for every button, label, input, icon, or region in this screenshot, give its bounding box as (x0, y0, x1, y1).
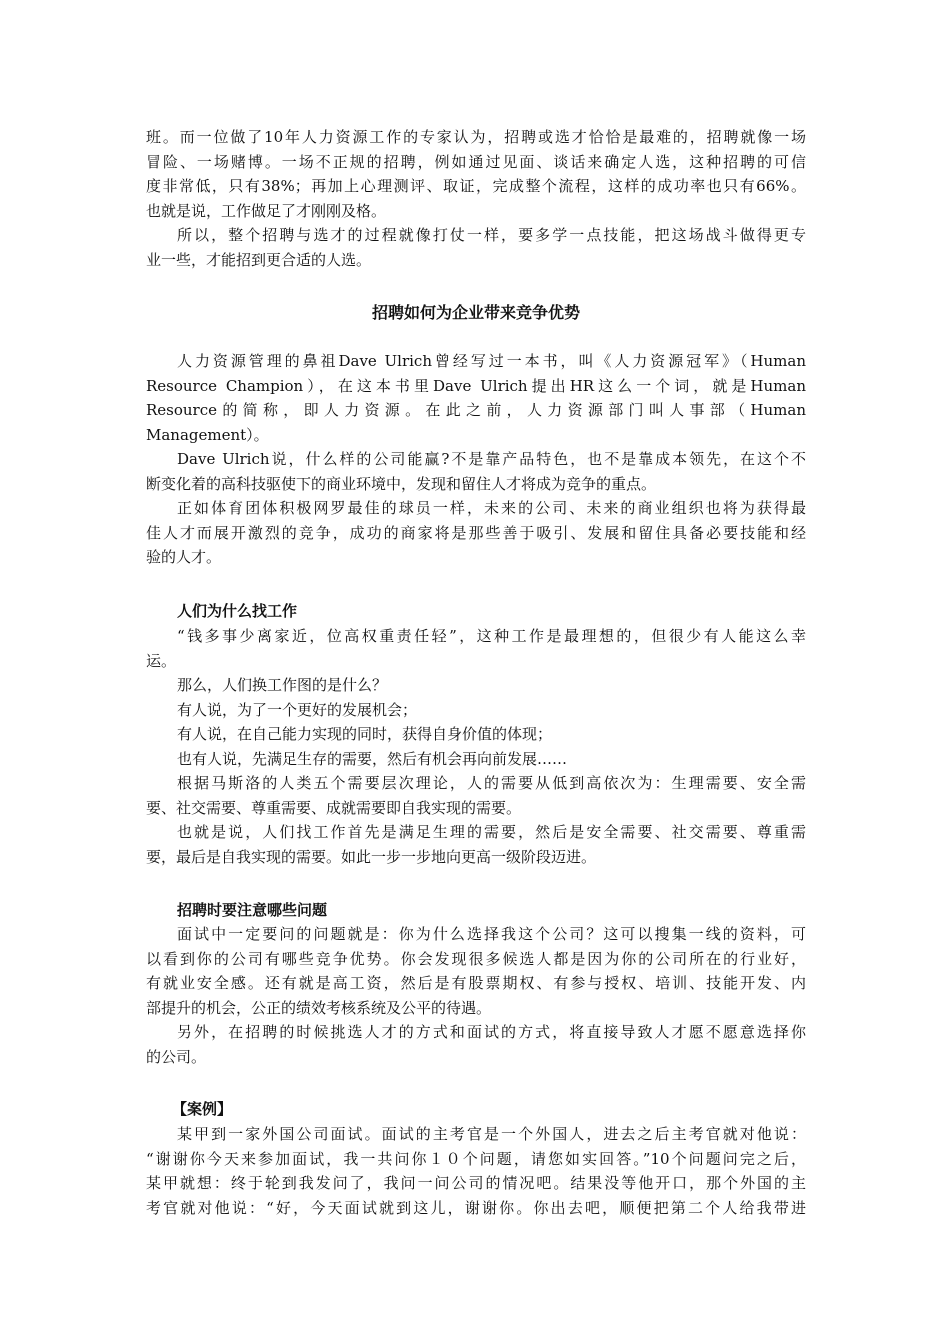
section3-line: 面试中一定要问的问题就是：你为什么选择我这个公司？这可以搜集一线的资料，可 (177, 925, 806, 943)
section1-text (146, 349, 806, 570)
section2-line: 根据马斯洛的人类五个需要层次理论，人的需要从低到高依次为：生理需要、安全需 (177, 774, 806, 792)
section2-line: 也就是说，人们找工作首先是满足生理的需要，然后是安全需要、社交需要、尊重需 (177, 823, 806, 841)
intro-line: 所以，整个招聘与选才的过程就像打仗一样，要多学一点技能，把这场战斗做得更专 (177, 226, 806, 244)
section2-line: 有人说，为了一个更好的发展机会； (177, 700, 418, 719)
section2-line: “钱多事少离家近，位高权重责任轻”，这种工作是最理想的，但很少有人能这么幸 (177, 627, 806, 645)
section2-line: 运。 (146, 651, 177, 670)
section3-line: 的公司。 (146, 1047, 207, 1066)
section1-line: Dave Ulrich说，什么样的公司能赢?不是靠产品特色，也不是靠成本领先，在这个不 (177, 450, 806, 468)
intro-text (146, 125, 806, 272)
case-text (146, 1122, 806, 1220)
section1-line: 断变化着的高科技驱使下的商业环境中，发现和留住人才将成为竞争的重点。 (146, 474, 657, 493)
section2-line: 那么，人们换工作图的是什么？ (177, 676, 388, 694)
intro-line: 度非常低，只有38%；再加上心理测评、取证，完成整个流程，这样的成功率也只有66%。 (146, 177, 806, 195)
section3-line: 有就业安全感。还有就是高工资，然后是有股票期权、有参与授权、培训、技能开发、内 (146, 974, 806, 992)
section1-line: 验的人才。 (146, 548, 222, 566)
subheading-why-find-job: 人们为什么找工作 (177, 602, 298, 620)
section3-line: 部提升的机会，公正的绩效考核系统及公平的待遇。 (146, 998, 492, 1017)
section3-line: 另外，在招聘的时候挑选人才的方式和面试的方式，将直接导致人才愿不愿意选择你 (177, 1023, 806, 1041)
section2-line: 也有人说，先满足生存的需要，然后有机会再向前发展…… (177, 749, 568, 768)
section1-line: 正如体育团体积极网罗最佳的球员一样，未来的公司、未来的商业组织也将为获得最 (177, 499, 806, 517)
section2-line: 要、社交需要、尊重需要、成就需要即自我实现的需要。 (146, 798, 522, 817)
section1-line: Resource的简称，即人力资源。在此之前，人力资源部门叫人事部（Human (146, 401, 806, 419)
section1-line: 人力资源管理的鼻祖Dave Ulrich曾经写过一本书，叫《人力资源冠军》（Human (177, 352, 806, 370)
intro-line: 冒险、一场赌博。一场不正规的招聘，例如通过见面、谈话来确定人选，这种招聘的可信 (146, 152, 806, 171)
section1-line: 佳人才而展开激烈的竞争，成功的商家将是那些善于吸引、发展和留住具备必要技能和经 (146, 523, 806, 542)
section1-line: Resource Champion），在这本书里Dave Ulrich提出HR这么一个词，就是Human (146, 376, 806, 395)
section2-line: 有人说，在自己能力实现的同时，获得自身价值的体现； (177, 725, 553, 743)
section3-line: 以看到你的公司有哪些竞争优势。你会发现很多候选人都是因为你的公司所在的行业好， (146, 949, 806, 968)
section-title: 招聘如何为企业带来竞争优势 (371, 303, 580, 322)
case-line: 考官就对他说：“好，今天面试就到这儿，谢谢你。你出去吧，顺便把第二个人给我带进 (146, 1198, 806, 1217)
section2-line: 要，最后是自我实现的需要。如此一步一步地向更高一级阶段迈进。 (146, 847, 597, 866)
intro-line: 业一些，才能招到更合适的人选。 (146, 250, 372, 269)
intro-line: 也就是说，工作做足了才刚刚及格。 (146, 201, 387, 220)
case-line: 某甲就想：终于轮到我发问了，我问一问公司的情况吧。结果没等他开口，那个外国的主 (146, 1174, 806, 1192)
subheading-recruit-issues: 招聘时要注意哪些问题 (177, 901, 328, 919)
intro-line: 班。而一位做了10年人力资源工作的专家认为，招聘或选才恰恰是最难的，招聘就像一场 (146, 128, 806, 146)
case-line: 某甲到一家外国公司面试。面试的主考官是一个外国人，进去之后主考官就对他说： (177, 1125, 806, 1143)
section2-text (146, 624, 806, 869)
case-line: “谢谢你今天来参加面试，我一共问你１０个问题，请您如实回答。”10个问题问完之后， (146, 1149, 806, 1168)
case-label: 【案例】 (172, 1100, 233, 1118)
section3-text (146, 922, 806, 1069)
section1-line: Management）。 (146, 425, 269, 444)
